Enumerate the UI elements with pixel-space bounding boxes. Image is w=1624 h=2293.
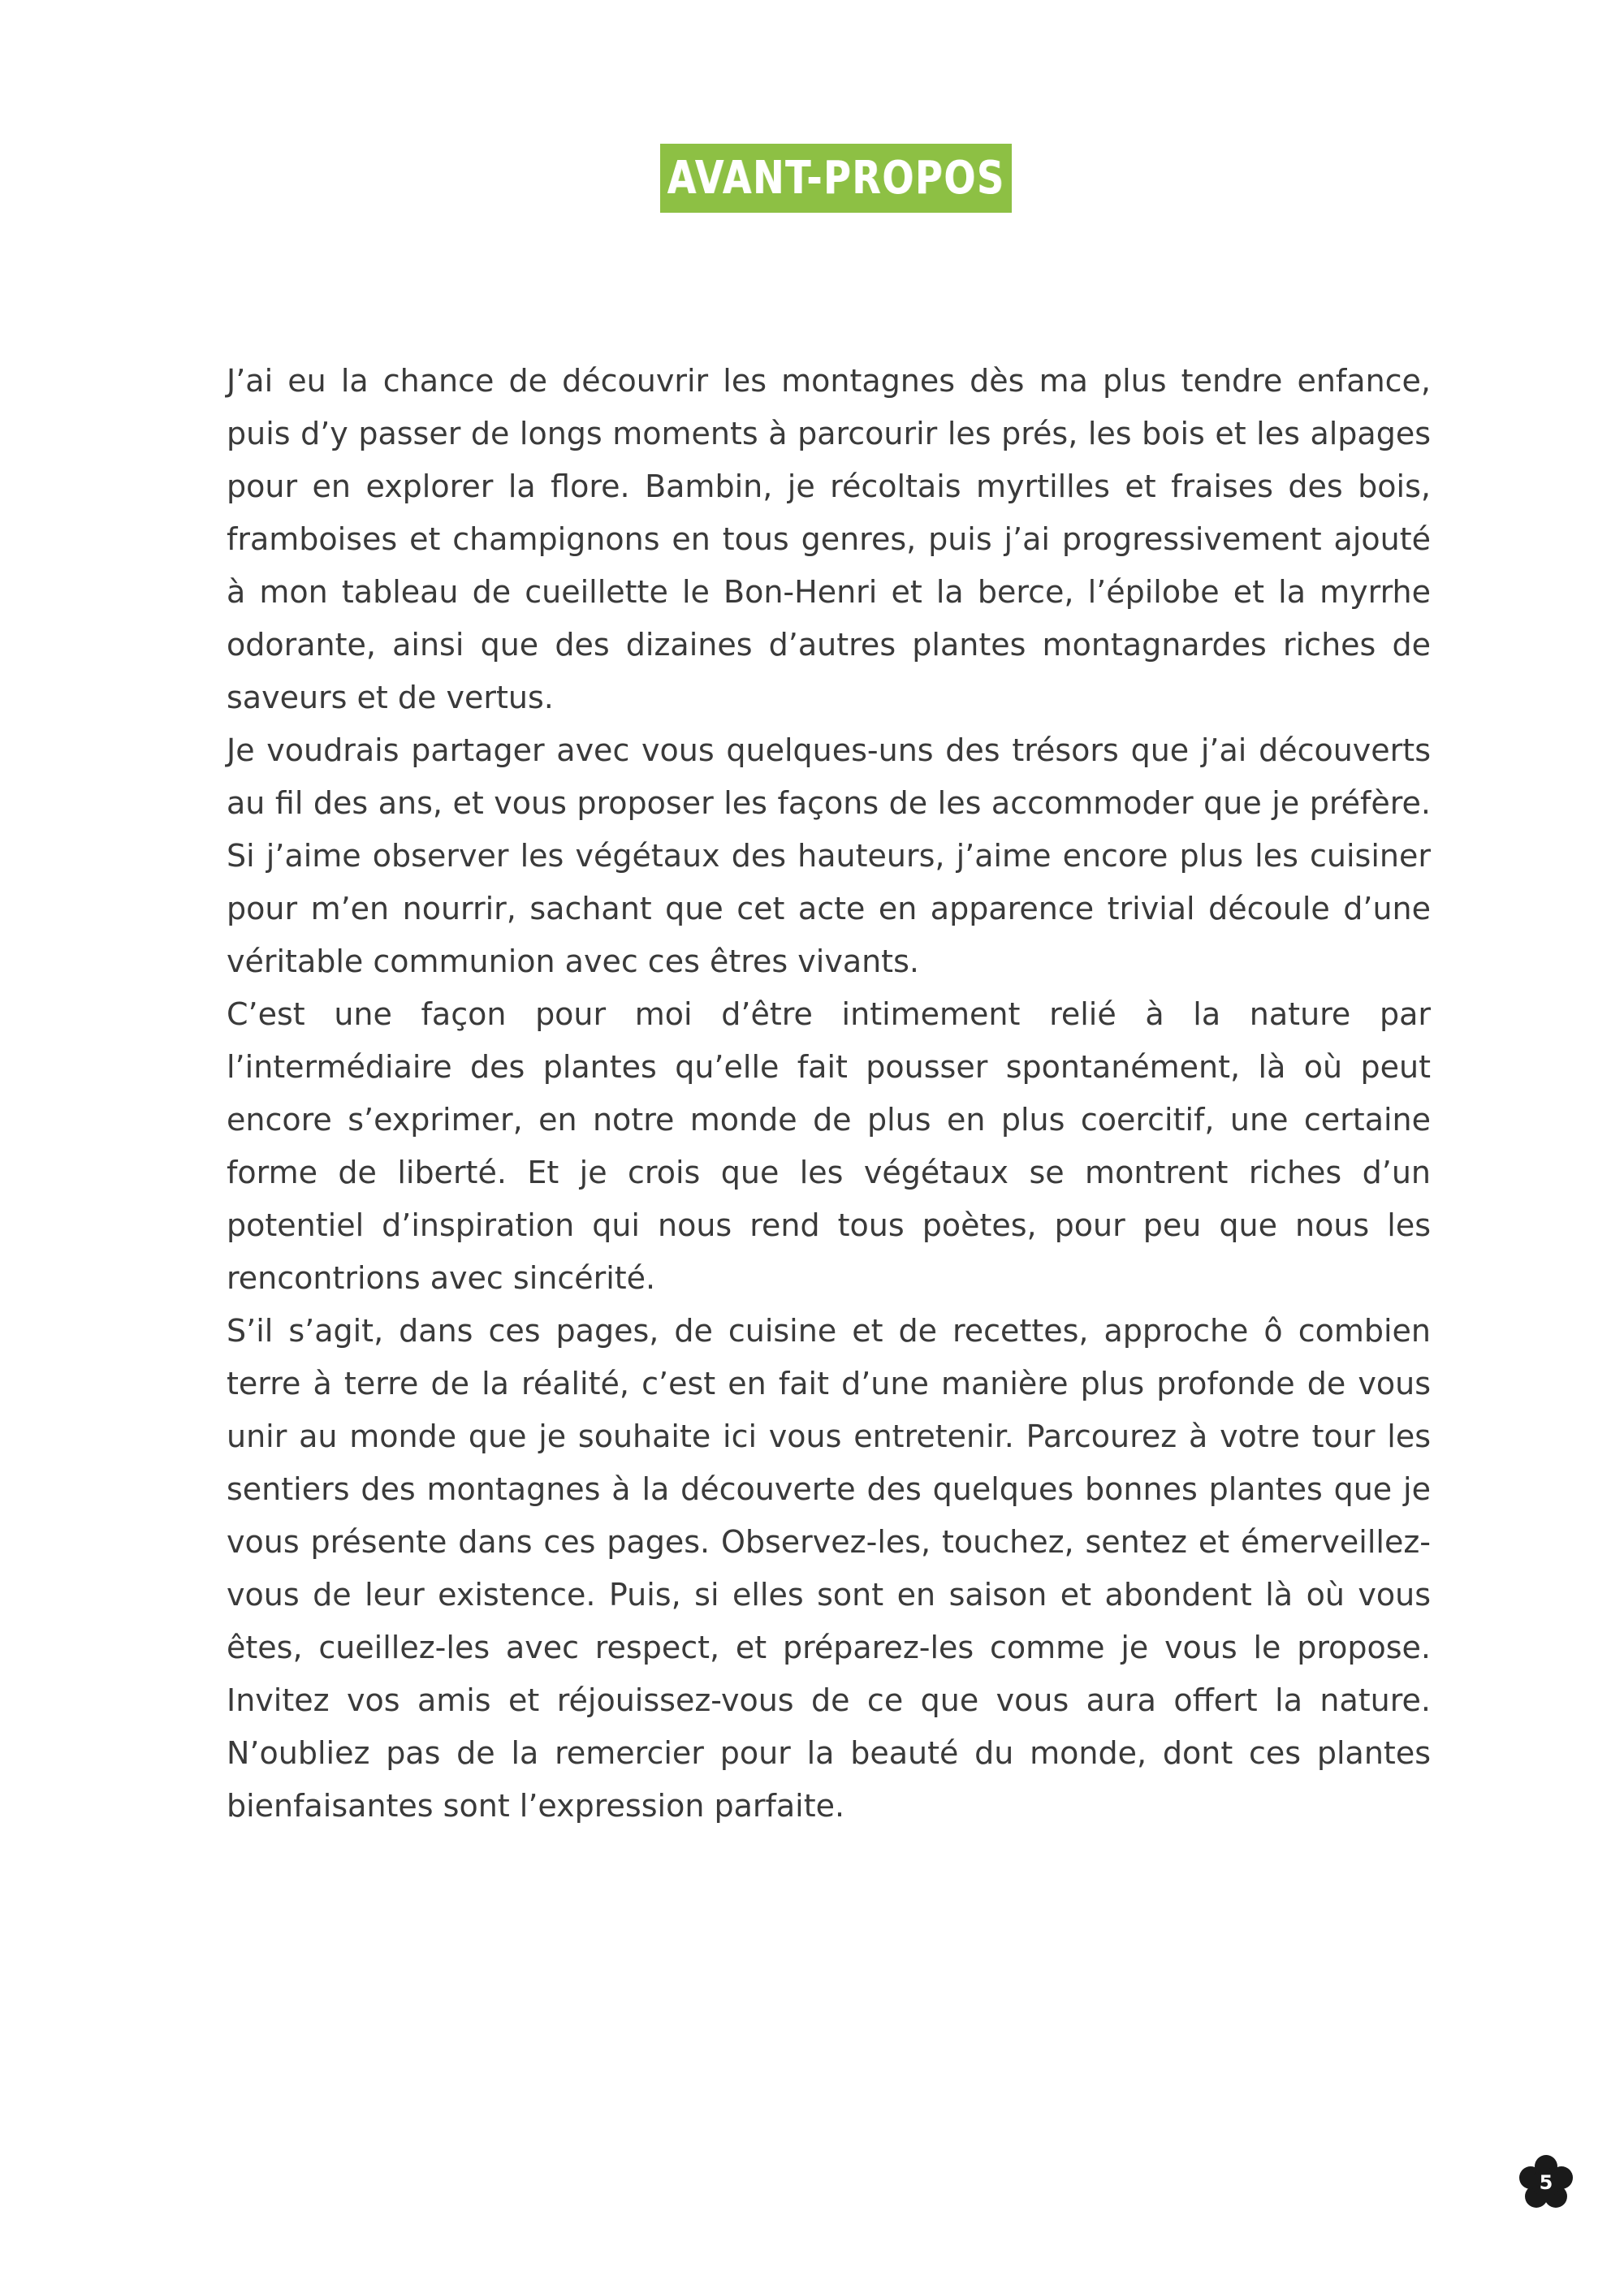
paragraph: J’ai eu la chance de découvrir les montagnes dès ma plus tendre enfance, puis d’y passer de longs moments à parcourir les prés, les bois et les alpages pour en explorer la flore. Bambin, je récoltais myrtilles et fraises des bois, framboises et champignons en tous genres, puis j’ai progressivement ajouté à mon tableau de cueillette le Bon-Henri et la berce, l’épilobe et la myrrhe odorante, ainsi que des dizaines d’autres plantes montagnardes riches de saveurs et de vertus. (227, 363, 1431, 715)
paragraph: C’est une façon pour moi d’être intimement relié à la nature par l’intermédiaire des plantes qu’elle fait pousser spontanément, là où peut encore s’exprimer, en notre monde de plus en plus coercitif, une certaine forme de liberté. Et je crois que les végétaux se montrent riches d’un potentiel d’inspiration qui nous rend tous poètes, pour peu que nous les rencontrions avec sincérité. (227, 996, 1431, 1296)
page-title: AVANT-PROPOS (667, 152, 1005, 205)
paragraph: Je voudrais partager avec vous quelques-uns des trésors que j’ai découverts au fil des ans, et vous proposer les façons de les accommoder que je préfère. Si j’aime observer les végétaux des hauteurs, j’aime encore plus les cuisiner pour m’en nourrir, sachant que cet acte en apparence trivial découle d’une véritable communion avec ces êtres vivants. (227, 732, 1431, 979)
paragraph: S’il s’agit, dans ces pages, de cuisine et de recettes, approche ô combien terre à terre de la réalité, c’est en fait d’une manière plus profonde de vous unir au monde que je souhaite ici vous entretenir. Parcourez à votre tour les sentiers des montagnes à la découverte des quelques bonnes plantes que je vous présente dans ces pages. Observez-les, touchez, sentez et émerveillez-vous de leur existence. Puis, si elles sont en saison et abondent là où vous êtes, cueillez-les avec respect, et préparez-les comme je vous le propose. Invitez vos amis et réjouissez-vous de ce que vous aura offert la nature. N’oubliez pas de la remercier pour la beauté du monde, dont ces plantes bienfaisantes sont l’expression parfaite. (227, 1313, 1431, 1824)
foreword-body (227, 355, 1431, 1833)
title-banner (660, 144, 1012, 213)
page-number-badge (1517, 2153, 1575, 2212)
page-number: 5 (1539, 2171, 1553, 2194)
